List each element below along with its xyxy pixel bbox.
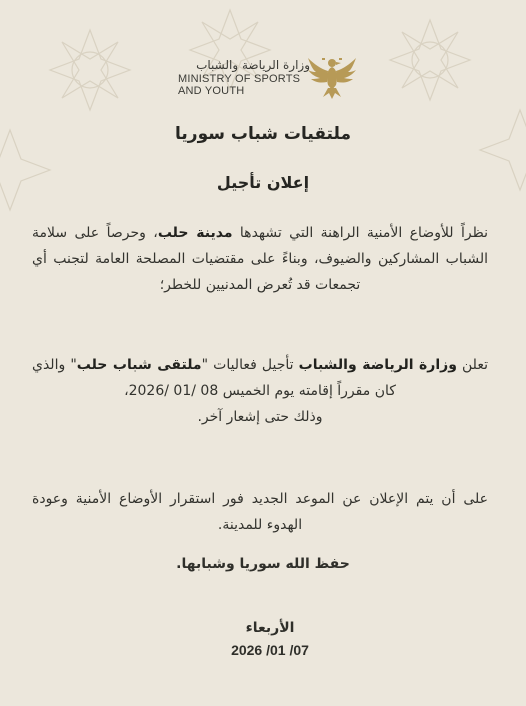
- paragraph-reason: [32, 220, 488, 298]
- paragraph-postponement: [32, 352, 488, 430]
- event-name-inline: ملتقى شباب حلب: [76, 357, 202, 373]
- ministry-header: [0, 40, 526, 120]
- paragraph-postponement-text-cont: تأجيل فعاليات ": [201, 357, 299, 373]
- paragraph-reason-text: نظراً للأوضاع الأمنية الراهنة التي تشهدها: [232, 225, 488, 241]
- event-title: ملتقيات شباب سوريا: [175, 124, 351, 144]
- paragraph-postponement-text: تعلن: [456, 357, 488, 373]
- announcement-subtitle: إعلان تأجيل: [216, 173, 310, 192]
- ministry-name: [170, 58, 310, 97]
- issue-date: 2026 /01 /07: [231, 642, 309, 658]
- ministry-name-inline: وزارة الرياضة والشباب: [298, 357, 457, 373]
- issue-day: الأربعاء: [245, 620, 295, 636]
- paragraph-postponement-until: وذلك حتى إشعار آخر.: [197, 409, 323, 425]
- closing-blessing: حفظ الله سوريا وشبابها.: [176, 556, 350, 572]
- ministry-name-arabic: وزارة الرياضة والشباب: [196, 58, 310, 72]
- golden-eagle-emblem-icon: [306, 52, 358, 104]
- paragraph-postponement-date: " والذي كان مقرراً إقامته يوم الخميس 08 /01 /2026،: [32, 357, 396, 399]
- ministry-name-english-line2: AND YOUTH: [178, 85, 245, 97]
- paragraph-new-date: على أن يتم الإعلان عن الموعد الجديد فور استقرار الأوضاع الأمنية وعودة الهدوء للمدينة.: [32, 491, 488, 533]
- ministry-name-english-line1: MINISTRY OF SPORTS: [178, 73, 301, 85]
- city-name: مدينة حلب: [157, 225, 233, 241]
- paragraph-reason-text-cont: ، وحرصاً على سلامة الشباب المشاركين والضيوف، وبناءً على مقتضيات المصلحة العامة لتجنب أي تجمعات قد تُعرض المدنيين للخطر؛: [32, 225, 488, 293]
